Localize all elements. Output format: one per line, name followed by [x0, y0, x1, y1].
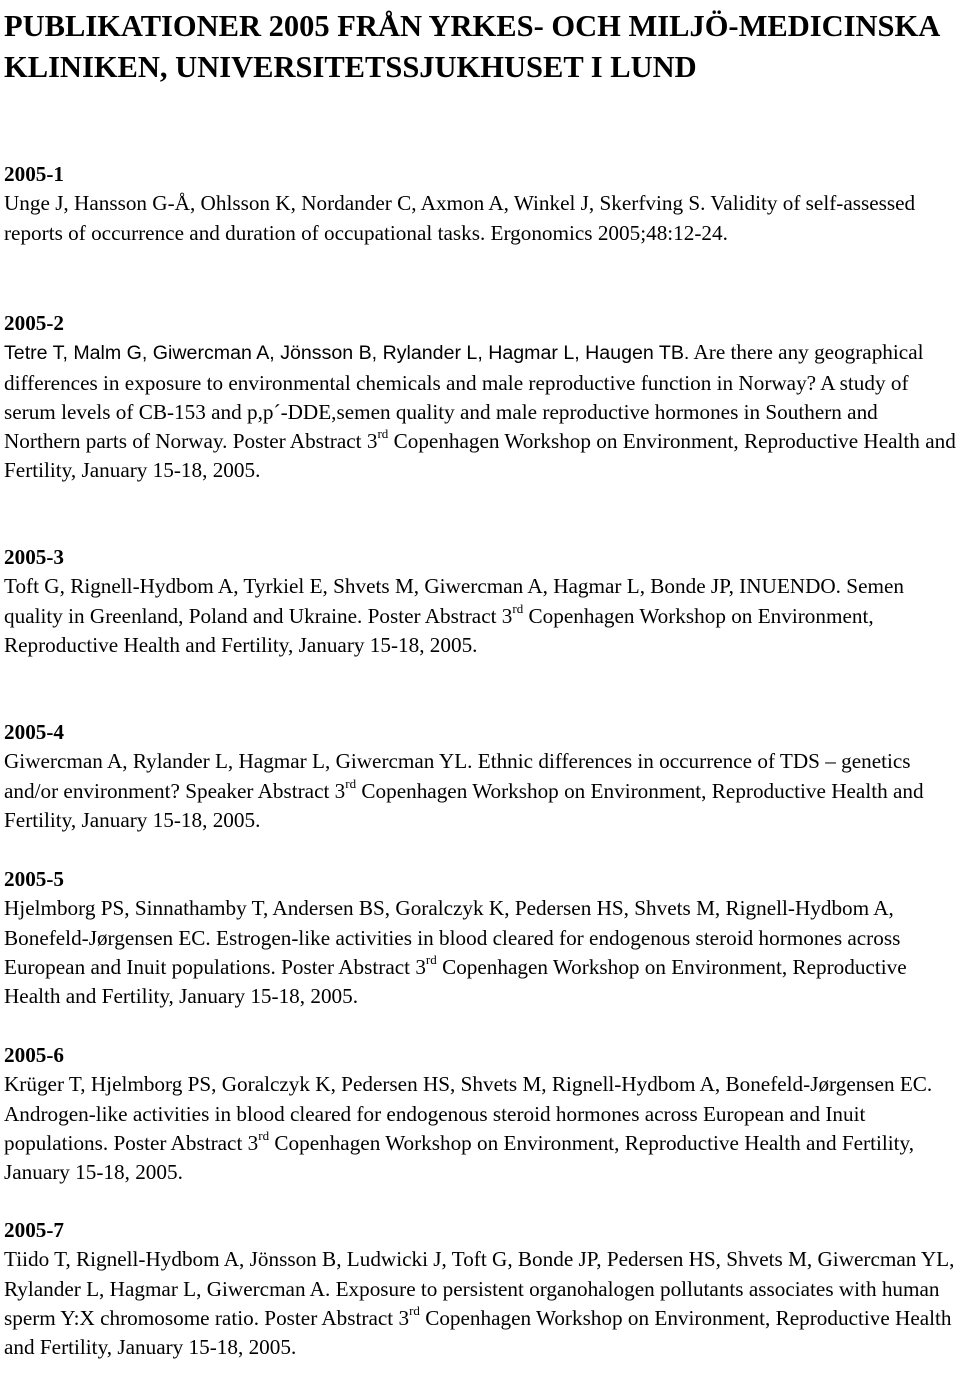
entry-authors: Tetre T, Malm G, Giwercman A, Jönsson B, Rylander L, Hagmar L, Haugen TB.	[4, 342, 690, 365]
entry-text-after: Copenhagen Workshop on Environment, Reproductive Health and Fertility, January 15-18, 2005.	[4, 1305, 952, 1360]
publication-entry	[4, 543, 956, 660]
entry-venue-after: Copenhagen Workshop on Environment, Reproductive Health and Fertility, January 15-18, 2005.	[4, 429, 956, 483]
ordinal-suffix: rd	[512, 600, 524, 616]
entry-title-part2: A study of serum levels of CB-153 and p,p´-DDE,semen quality and male reproductive hormones in Southern and Northern parts of Norway.	[4, 370, 909, 454]
entry-id: 2005-4	[4, 720, 65, 744]
entry-text-before: Giwercman A, Rylander L, Hagmar L, Giwercman YL. Ethnic differences in occurrence of TDS – genetics and/or environment? Speaker Abstract 3	[4, 749, 911, 803]
ordinal-suffix: rd	[345, 775, 357, 791]
entry-id: 2005-3	[4, 545, 65, 569]
entry-id: 2005-6	[4, 1043, 65, 1067]
publication-entry	[4, 865, 956, 1011]
publication-entry	[4, 718, 956, 835]
document-title: PUBLIKATIONER 2005 FRÅN YRKES- OCH MILJÖ-MEDICINSKA KLINIKEN, UNIVERSITETSSJUKHUSET I LUND	[4, 9, 939, 84]
entry-text-after: Copenhagen Workshop on Environment, Reproductive Health and Fertility, January 15-18, 2005.	[4, 778, 924, 832]
document-page	[4, 0, 956, 1360]
entry-text	[4, 894, 956, 1011]
entry-text	[4, 1245, 956, 1362]
entry-text-before: Krüger T, Hjelmborg PS, Goralczyk K, Pedersen HS, Shvets M, Rignell-Hydbom A, Bonefeld-Jørgensen EC. Androgen-like activities in blood cleared for endogenous steroid hormones across European and Inuit populations. Poster Abstract 3	[4, 1072, 933, 1155]
entry-id: 2005-1	[4, 162, 65, 186]
entry-text-after: Copenhagen Workshop on Environment, Reproductive Health and Fertility, January 15-18, 2005.	[4, 1130, 915, 1185]
entry-venue-before: Poster Abstract 3	[232, 429, 378, 454]
entry-text	[4, 1070, 956, 1187]
entry-text-before: Tiido T, Rignell-Hydbom A, Jönsson B, Ludwicki J, Toft G, Bonde JP, Pedersen HS, Shvets M, Giwercman YL, Rylander L, Hagmar L, Giwercman A. Exposure to persistent organohalogen pollutants associates with human sperm Y:X chromosome ratio. Poster Abstract 3	[4, 1247, 955, 1330]
entry-text-before: Hjelmborg PS, Sinnathamby T, Andersen BS, Goralczyk K, Pedersen HS, Shvets M, Rignell-Hydbom A, Bonefeld-Jørgensen EC. Estrogen-like activities in blood cleared for endogenous steroid hormones across European and Inuit populations. Poster Abstract 3	[4, 896, 901, 979]
publication-entry	[4, 160, 956, 248]
publication-entry	[4, 1216, 956, 1362]
entry-text	[4, 338, 956, 485]
entry-text-after: Copenhagen Workshop on Environment, Reproductive Health and Fertility, January 15-18, 2005.	[4, 603, 874, 657]
entry-id: 2005-2	[4, 311, 65, 335]
ordinal-suffix: rd	[425, 951, 437, 967]
entry-text-before: Toft G, Rignell-Hydbom A, Tyrkiel E, Shvets M, Giwercman A, Hagmar L, Bonde JP, INUENDO. Semen quality in Greenland, Poland and Ukraine. Poster Abstract 3	[4, 574, 904, 628]
entry-id: 2005-7	[4, 1218, 65, 1242]
entry-id: 2005-5	[4, 867, 65, 891]
entry-text	[4, 747, 956, 835]
entry-text: Unge J, Hansson G-Å, Ohlsson K, Nordander C, Axmon A, Winkel J, Skerfving S. Validity of self-assessed reports of occurrence and duration of occupational tasks. Ergonomics 2005;48:12-24.	[4, 191, 916, 245]
ordinal-suffix: rd	[377, 426, 389, 442]
publication-entry	[4, 1041, 956, 1187]
entry-text	[4, 572, 956, 660]
entry-title-part1: Are there any geographical differences in exposure to environmental chemicals and male reproductive function in Norway?	[4, 340, 924, 395]
ordinal-suffix: rd	[409, 1302, 420, 1318]
ordinal-suffix: rd	[258, 1127, 270, 1143]
publication-entry	[4, 309, 956, 486]
entry-text-after: Copenhagen Workshop on Environment, Reproductive Health and Fertility, January 15-18, 2005.	[4, 954, 907, 1009]
